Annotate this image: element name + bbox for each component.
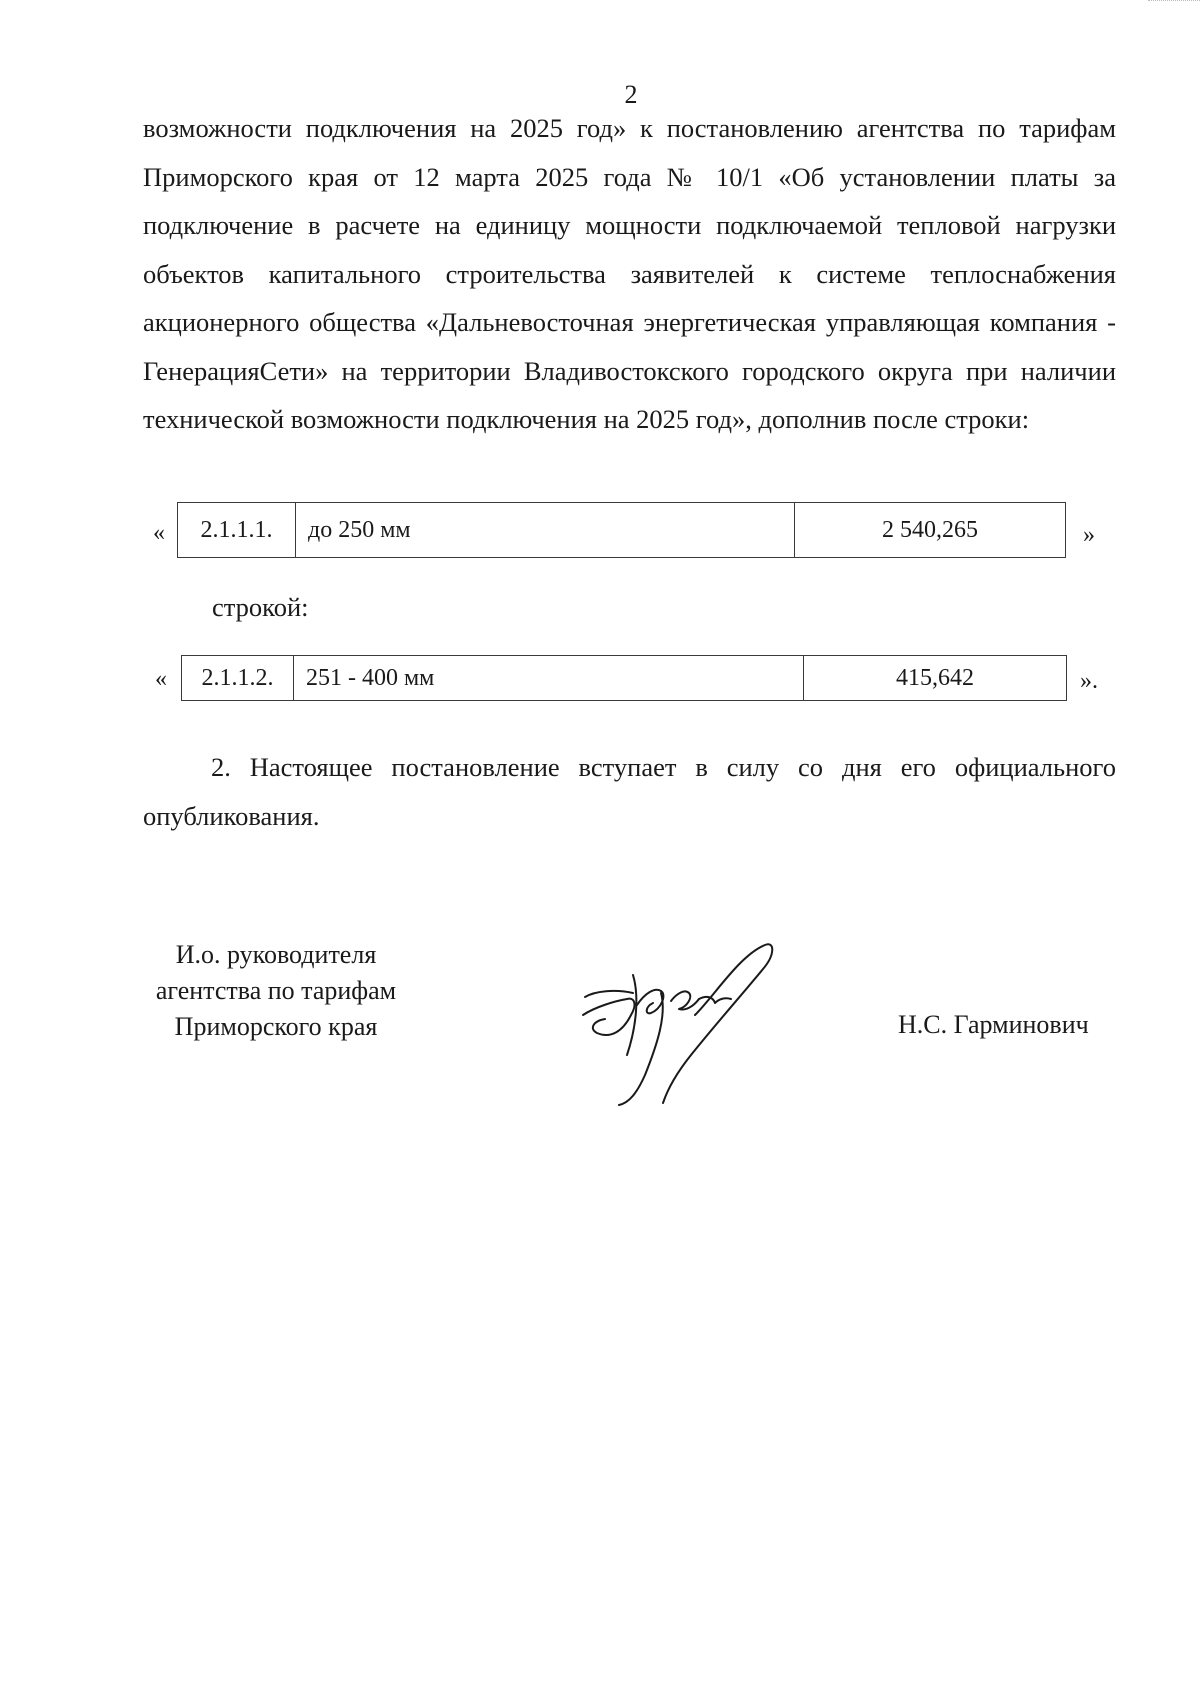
table2-open-quote: « <box>155 666 167 692</box>
signer-position-line2: агентства по тарифам <box>155 976 397 1005</box>
signer-position <box>140 937 412 1045</box>
table1-code-cell: 2.1.1.1. <box>178 503 296 558</box>
handwritten-signature-icon <box>575 935 775 1110</box>
connector-text: строкой: <box>212 592 309 622</box>
signer-name: Н.С. Гарминович <box>898 1010 1089 1039</box>
paragraph-amendment-intro: возможности подключения на 2025 год» к постановлению агентства по тарифам Приморского края от 12 марта 2025 года № 10/1 «Об установлении платы за подключение в расчете на единицу мощности подключаемой тепловой нагрузки объектов капитального строительства заявителей к системе теплоснабжения акционерного общества «Дальневосточная энергетическая управляющая компания - ГенерацияСети» на территории Владивостокского городского округа при наличии технической возможности подключения на 2025 год», дополнив после строки: <box>143 113 1116 434</box>
table1-close-quote: » <box>1083 522 1095 548</box>
signer-position-line3: Приморского края <box>174 1012 378 1041</box>
table2-code-cell: 2.1.1.2. <box>182 656 294 701</box>
table1-description-cell: до 250 мм <box>296 503 795 558</box>
scan-corner-mark <box>1148 0 1200 5</box>
signer-position-line1: И.о. руководителя <box>175 940 377 969</box>
page-number: 2 <box>624 80 638 109</box>
paragraph-effective-date: 2. Настоящее постановление вступает в силу со дня его официального опубликования. <box>143 752 1116 831</box>
table2-close-quote: ». <box>1080 668 1098 694</box>
amendment-table-new-row <box>181 655 1067 701</box>
table1-value-cell: 2 540,265 <box>795 503 1066 558</box>
table1-open-quote: « <box>153 520 165 546</box>
table2-description-cell: 251 - 400 мм <box>294 656 804 701</box>
amendment-table-existing-row <box>177 502 1066 558</box>
table-row <box>178 503 1066 558</box>
table2-value-cell: 415,642 <box>804 656 1067 701</box>
table-row <box>182 656 1067 701</box>
